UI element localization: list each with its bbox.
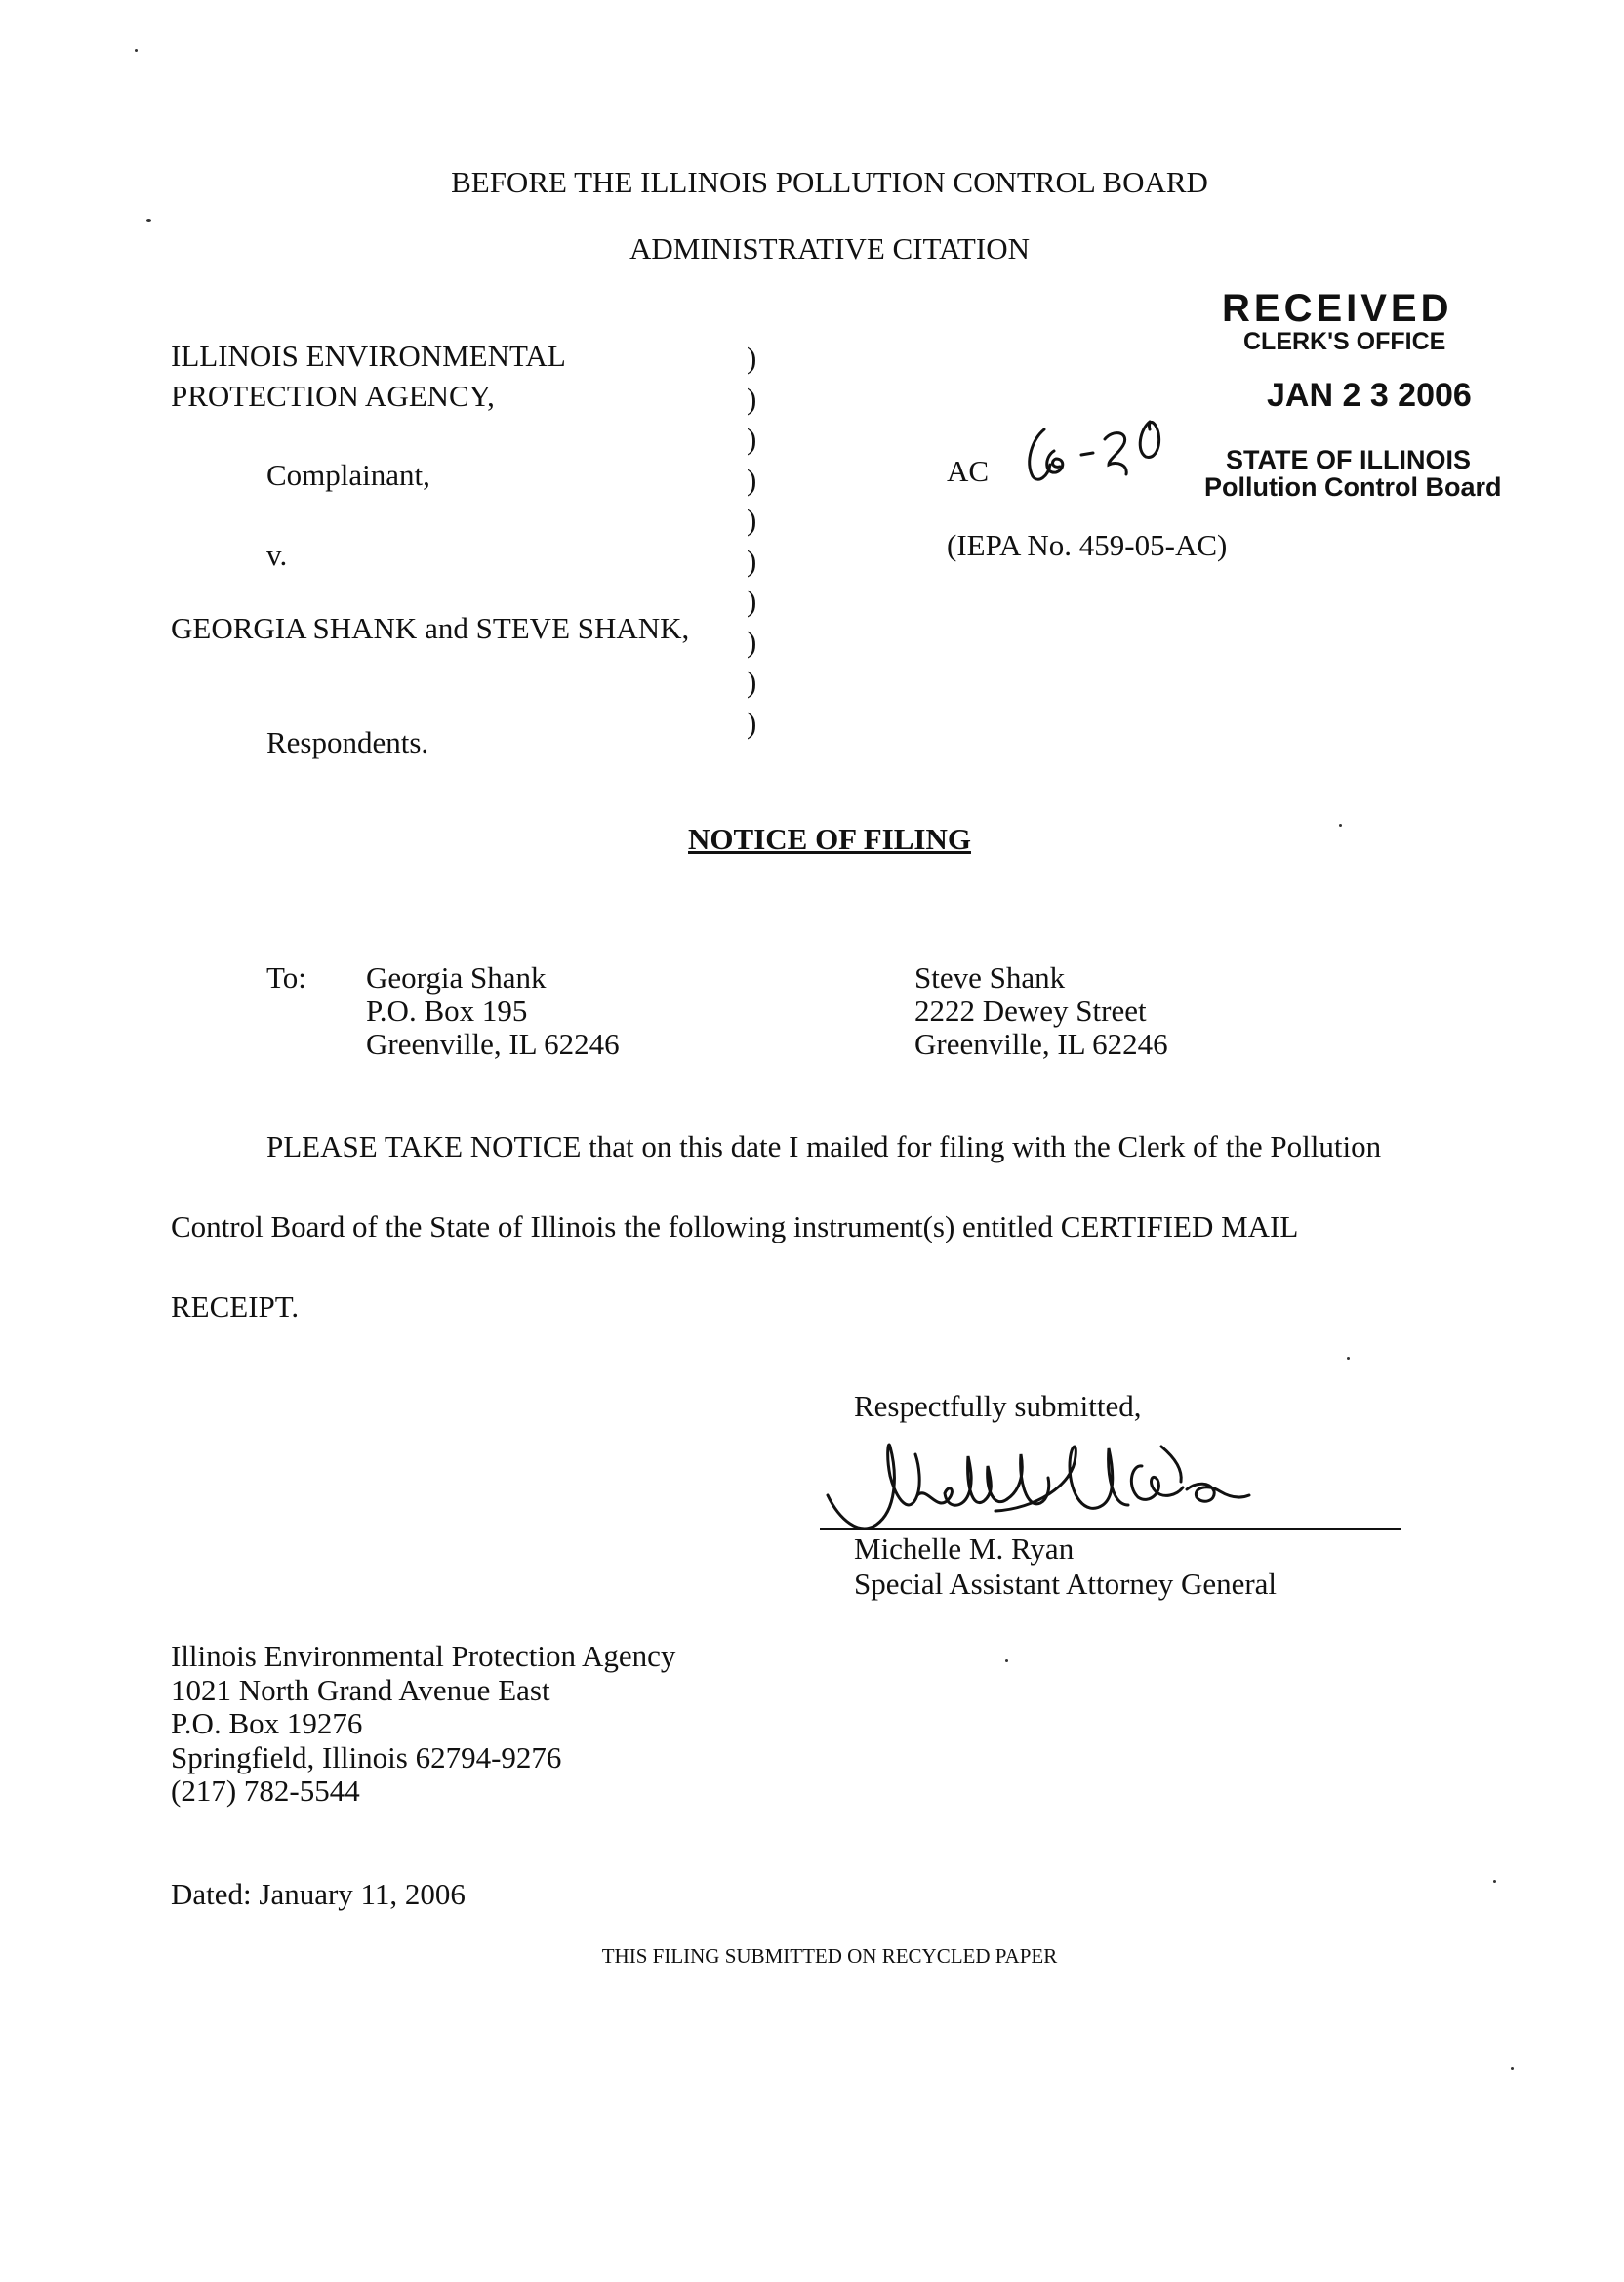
document-type-heading: ADMINISTRATIVE CITATION: [629, 231, 1030, 265]
respondents-label: Respondents.: [266, 725, 429, 759]
notice-body-line2: Control Board of the State of Illinois the following instrument(s) entitled CERTIFIED MAIL: [171, 1209, 1299, 1243]
iepa-number: (IEPA No. 459-05-AC): [947, 528, 1228, 562]
stamp-state: STATE OF ILLINOIS: [1226, 445, 1471, 474]
signer-title: Special Assistant Attorney General: [854, 1567, 1278, 1601]
versus: v.: [266, 538, 288, 572]
to-label: To:: [266, 960, 306, 995]
recipient-1-name: Georgia Shank: [366, 960, 547, 995]
stamp-board: Pollution Control Board: [1204, 472, 1502, 502]
agency-name: Illinois Environmental Protection Agency: [171, 1639, 676, 1673]
paren: ): [747, 341, 757, 375]
paren: ): [747, 503, 757, 537]
paren: ): [747, 624, 757, 659]
scan-speck: [1339, 824, 1342, 827]
recycled-paper-footer: THIS FILING SUBMITTED ON RECYCLED PAPER: [601, 1944, 1058, 1968]
paren: ): [747, 543, 757, 578]
recipient-2-street: 2222 Dewey Street: [914, 994, 1147, 1028]
recipient-1-street: P.O. Box 195: [366, 994, 528, 1028]
scan-speck: [1511, 2067, 1514, 2070]
agency-street: 1021 North Grand Avenue East: [171, 1672, 550, 1707]
complainant-label: Complainant,: [266, 458, 430, 492]
agency-phone: (217) 782-5544: [171, 1773, 360, 1808]
notice-body-line3: RECEIPT.: [171, 1289, 300, 1324]
paren: ): [747, 665, 757, 699]
handwritten-signature: [820, 1427, 1405, 1542]
recipient-1-city: Greenville, IL 62246: [366, 1027, 620, 1061]
signature-line: [820, 1528, 1401, 1530]
paren: ): [747, 705, 757, 740]
handwritten-case-number: [1015, 400, 1181, 493]
stamp-office: CLERK'S OFFICE: [1243, 328, 1446, 355]
scan-speck: [146, 219, 151, 222]
agency-city: Springfield, Illinois 62794-9276: [171, 1739, 562, 1774]
agency-address: [171, 1640, 675, 1809]
case-prefix: AC: [947, 454, 990, 488]
paren: ): [747, 381, 757, 416]
paren: ): [747, 584, 757, 618]
scan-speck: [1493, 1880, 1496, 1883]
recipient-1: [366, 961, 620, 1061]
scan-speck: [135, 49, 138, 52]
dated-line: Dated: January 11, 2006: [171, 1877, 466, 1911]
recipient-2: [914, 961, 1168, 1061]
paren: ): [747, 462, 757, 497]
paren: ): [747, 422, 757, 456]
complainant-name-line2: PROTECTION AGENCY,: [171, 379, 495, 413]
complainant-name-line1: ILLINOIS ENVIRONMENTAL: [171, 339, 566, 373]
signer-name: Michelle M. Ryan: [854, 1531, 1075, 1566]
scan-speck: [1005, 1659, 1008, 1662]
scan-speck: [1347, 1357, 1350, 1360]
respondent-names: GEORGIA SHANK and STEVE SHANK,: [171, 611, 690, 645]
notice-body-line1: PLEASE TAKE NOTICE that on this date I mailed for filing with the Clerk of the Pollution: [266, 1129, 1382, 1163]
stamp-date: JAN 2 3 2006: [1267, 377, 1472, 414]
closing: Respectfully submitted,: [854, 1389, 1142, 1423]
court-heading: BEFORE THE ILLINOIS POLLUTION CONTROL BOARD: [451, 165, 1208, 199]
stamp-received: RECEIVED: [1222, 287, 1453, 330]
notice-title: NOTICE OF FILING: [688, 822, 971, 856]
caption-parens: [747, 338, 776, 743]
agency-pobox: P.O. Box 19276: [171, 1706, 363, 1740]
recipient-2-city: Greenville, IL 62246: [914, 1027, 1168, 1061]
recipient-2-name: Steve Shank: [914, 960, 1066, 995]
